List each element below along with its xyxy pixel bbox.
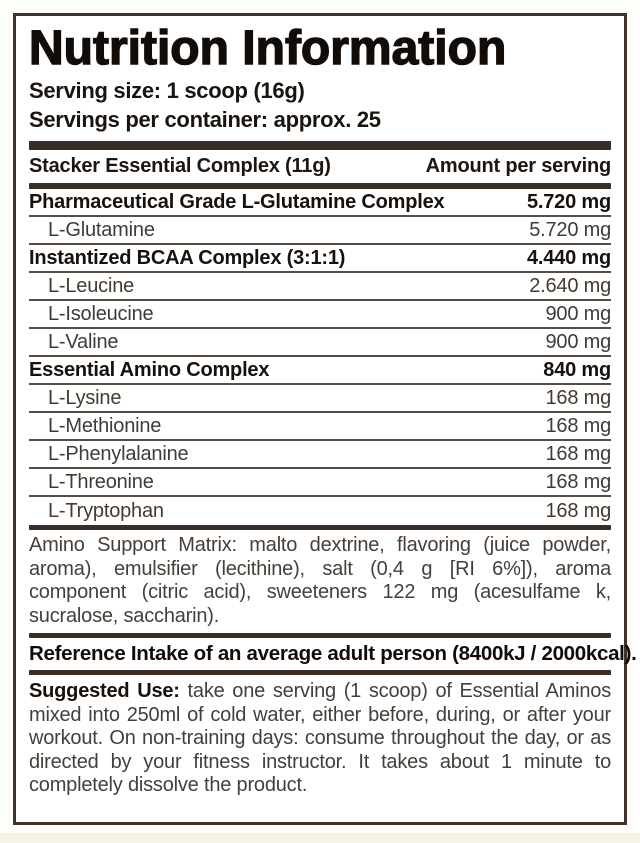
- ingredient-amount: 5.720 mg: [526, 190, 611, 213]
- table-header-amount-per-serving: Amount per serving: [425, 155, 611, 177]
- ingredient-name: L-Glutamine: [48, 218, 155, 241]
- table-row: [29, 357, 611, 385]
- table-row: [29, 385, 611, 413]
- ingredient-amount: 168 mg: [545, 499, 611, 522]
- nutrition-label-panel: [13, 13, 637, 825]
- table-row: [29, 469, 611, 497]
- section-divider-bar-matrix: [29, 525, 611, 530]
- ingredient-name: L-Leucine: [48, 274, 135, 297]
- ingredient-amount: 4.440 mg: [526, 246, 611, 269]
- servings-per-container-line: Servings per container: approx. 25: [29, 107, 381, 132]
- serving-size-line: Serving size: 1 scoop (16g): [29, 78, 305, 103]
- table-header-row: [29, 150, 611, 183]
- bottom-cream-strip: [0, 833, 640, 843]
- ingredient-amount: 900 mg: [545, 302, 611, 325]
- table-row: [29, 273, 611, 301]
- ingredient-amount: 168 mg: [545, 442, 611, 465]
- table-row: [29, 189, 611, 217]
- ingredient-amount: 168 mg: [545, 470, 611, 493]
- table-row: [29, 413, 611, 441]
- suggested-use-text: take one serving (1 scoop) of Essential Aminos mixed into 250ml of cold water, either before, during, or after your workout. On non-training days: consume throughout the day, or as directed by your fitness instructor. It takes about 1 minute to completely dissolve the product.: [29, 680, 611, 796]
- ingredients-table: [29, 189, 611, 525]
- ingredient-amount: 900 mg: [545, 330, 611, 353]
- table-row: [29, 497, 611, 525]
- table-row: [29, 301, 611, 329]
- ingredient-amount: 168 mg: [545, 414, 611, 437]
- ingredient-name: Essential Amino Complex: [29, 358, 270, 381]
- suggested-use-paragraph: [29, 680, 611, 798]
- table-header-complex-name: Stacker Essential Complex (11g): [29, 155, 331, 177]
- table-row: [29, 329, 611, 357]
- section-divider-bar-top: [29, 141, 611, 150]
- ingredient-name: L-Threonine: [48, 470, 154, 493]
- ingredient-name: L-Lysine: [48, 386, 122, 409]
- amino-support-matrix-paragraph: Amino Support Matrix: malto dextrine, flavoring (juice powder, aroma), emulsifier (lecithine), salt (0,4 g [RI 6%]), aroma component (citric acid), sweeteners 122 mg (acesulfame k, sucralose, saccharin).: [29, 534, 611, 627]
- ingredient-name: Pharmaceutical Grade L-Glutamine Complex: [29, 190, 445, 213]
- ingredient-amount: 2.640 mg: [529, 274, 611, 297]
- table-row: [29, 217, 611, 245]
- ingredient-name: L-Phenylalanine: [48, 442, 189, 465]
- suggested-use-lead: Suggested Use:: [29, 680, 180, 702]
- ingredient-name: Instantized BCAA Complex (3:1:1): [29, 246, 346, 269]
- reference-intake-line: Reference Intake of an average adult person (8400kJ / 2000kcal).: [29, 642, 637, 665]
- table-row: [29, 441, 611, 469]
- nutrition-label-title: Nutrition Information: [29, 22, 507, 75]
- section-divider-bar-reference-bottom: [29, 670, 611, 675]
- ingredient-name: L-Tryptophan: [48, 499, 164, 522]
- table-row: [29, 245, 611, 273]
- ingredient-name: L-Valine: [48, 330, 119, 353]
- ingredient-amount: 840 mg: [543, 358, 611, 381]
- ingredient-amount: 5.720 mg: [529, 218, 611, 241]
- ingredient-name: L-Isoleucine: [48, 302, 154, 325]
- ingredient-name: L-Methionine: [48, 414, 162, 437]
- ingredient-amount: 168 mg: [545, 386, 611, 409]
